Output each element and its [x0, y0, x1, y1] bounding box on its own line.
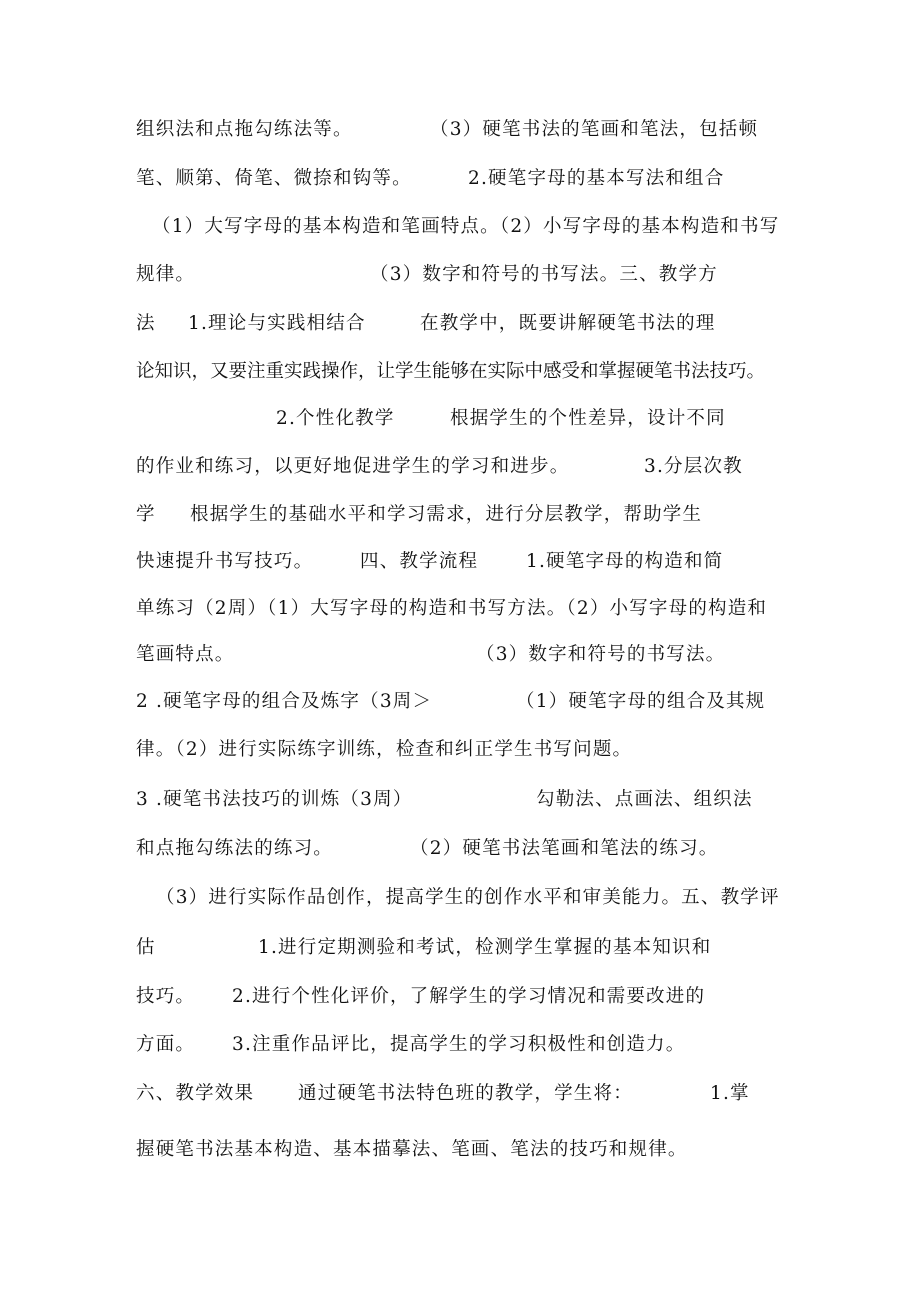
text-segment: 的作业和练习，以更好地促进学生的学习和进步。 — [136, 456, 570, 477]
text-segment: 方面。 — [136, 1034, 196, 1055]
text-segment: 笔、顺第、倚笔、微捺和钩等。 — [136, 168, 412, 189]
text-segment: 2 .硬笔字母的组合及炼字（3周＞ — [136, 691, 433, 712]
text-segment: 单练习（2周）（1）大写字母的构造和书写方法。（2）小写字母的构造和 — [136, 598, 768, 619]
text-segment: 技巧。 — [136, 986, 196, 1007]
text-segment: 3.注重作品评比，提高学生的学习积极性和创造力。 — [232, 1034, 686, 1055]
text-segment: 根据学生的个性差异，设计不同 — [450, 408, 726, 429]
text-segment: 论知识，又要注重实践操作，让学生能够在实际中感受和掌握硬笔书法技巧。 — [136, 361, 766, 382]
text-segment: （3）进行实际作品创作，提高学生的创作水平和审美能力。五、教学评 — [156, 887, 780, 908]
text-segment: 六、教学效果 — [136, 1083, 255, 1104]
text-segment: 四、教学流程 — [360, 551, 479, 572]
text-segment: （3）数字和符号的书写法。 — [476, 644, 726, 665]
text-segment: 2.进行个性化评价，了解学生的学习情况和需要改进的 — [232, 986, 706, 1007]
text-segment: 快速提升书写技巧。 — [136, 551, 314, 572]
text-segment: 学 — [136, 504, 156, 525]
text-segment: 1.进行定期测验和考试，检测学生掌握的基本知识和 — [258, 937, 712, 958]
text-segment: 法 — [136, 313, 156, 334]
text-segment: 3 .硬笔书法技巧的训炼（3周） — [136, 789, 413, 810]
text-segment: （3）硬笔书法的笔画和笔法，包括顿 — [430, 119, 759, 140]
text-segment: 1.硬笔字母的构造和简 — [526, 551, 724, 572]
text-segment: 规律。 — [136, 264, 196, 285]
text-segment: （3）数字和符号的书写法。三、教学方 — [370, 264, 718, 285]
text-segment: 2.硬笔字母的基本写法和组合 — [468, 168, 725, 189]
text-segment: 和点拖勾练法的练习。 — [136, 838, 334, 859]
text-segment: 估 — [136, 937, 156, 958]
text-segment: 在教学中，既要讲解硬笔书法的理 — [420, 313, 716, 334]
text-segment: 握硬笔书法基本构造、基本描摹法、笔画、笔法的技巧和规律。 — [136, 1139, 688, 1160]
text-segment: 2.个性化教学 — [276, 408, 395, 429]
text-segment: （2）硬笔书法笔画和笔法的练习。 — [410, 838, 719, 859]
text-segment: 1.掌 — [710, 1083, 750, 1104]
text-segment: 根据学生的基础水平和学习需求，进行分层教学，帮助学生 — [190, 504, 703, 525]
text-segment: （1）硬笔字母的组合及其规 — [516, 691, 766, 712]
text-segment: 1.理论与实践相结合 — [188, 313, 366, 334]
text-segment: 组织法和点拖勾练法等。 — [136, 119, 353, 140]
text-segment: 3.分层次教 — [644, 456, 743, 477]
text-segment: 笔画特点。 — [136, 644, 235, 665]
text-segment: 通过硬笔书法特色班的教学，学生将： — [298, 1083, 633, 1104]
text-segment: 律。（2）进行实际练字训练，检查和纠正学生书写问题。 — [136, 739, 633, 760]
text-segment: 勾勒法、点画法、组织法 — [536, 789, 753, 810]
text-segment: （1）大写字母的基本构造和笔画特点。（2）小写字母的基本构造和书写 — [152, 216, 780, 237]
